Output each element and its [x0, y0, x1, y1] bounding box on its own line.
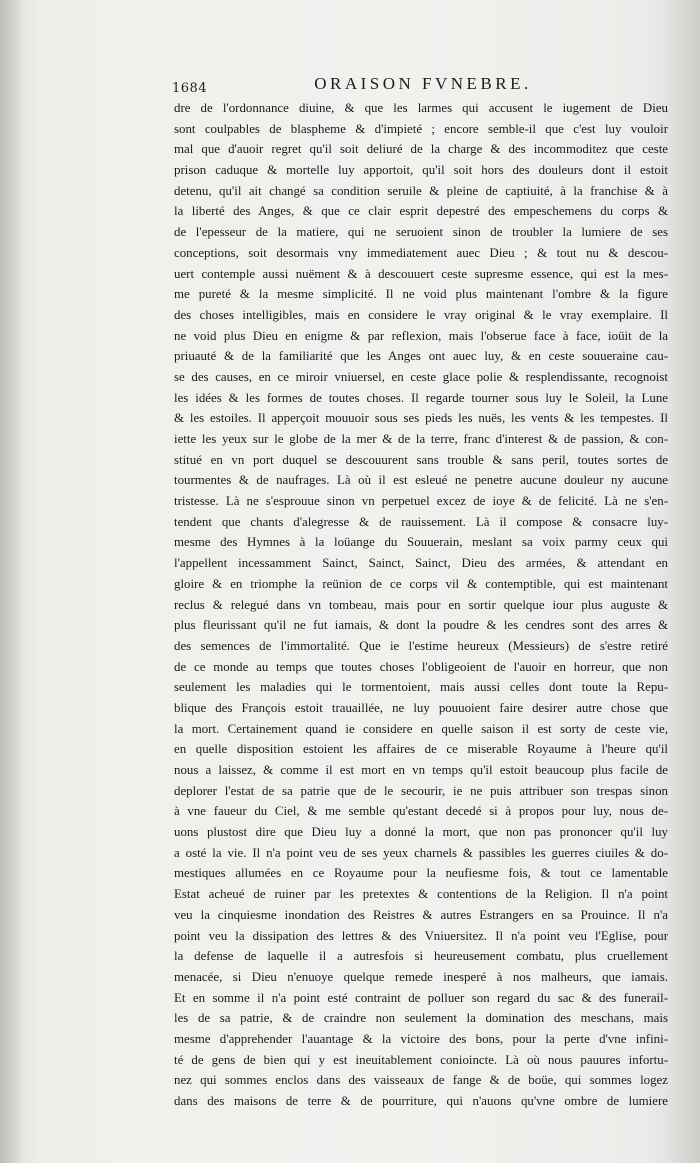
text-line: des choses intelligibles, mais en considere le vray original & le vray exemplaire. Il — [174, 307, 668, 322]
text-line: iette les yeux sur le globe de la mer & de la terre, franc d'interest & de passion, & con- — [174, 432, 668, 446]
text-line: la defense de laquelle il a autresfois si heureusement combatu, plus cruellement — [174, 949, 668, 964]
gutter-shadow — [0, 0, 22, 1163]
text-line: seulement les maladies qui le tormentoient, mais aussi celles dont toute la Repu- — [174, 680, 668, 695]
page-number: 1684 — [172, 81, 208, 96]
text-line: priuauté & de la familiarité que les Anges ont auec luy, & en ceste souueraine cau- — [174, 349, 668, 364]
text-line: té de gens de bien qui y est ineuitablement conioincte. Là où nous pauures infortu- — [174, 1052, 668, 1067]
text-line: veu la cinquiesme inondation des Reistres & autres Estrangers en sa Prouince. Il n'a — [174, 907, 668, 922]
text-line: Et en somme il n'a point esté contraint de polluer son regard du sac & des funerail- — [174, 990, 668, 1005]
text-line: uons plustost dire que Dieu luy a donné la mort, que non pas prononcer qu'il luy — [174, 825, 668, 840]
text-line: ne void plus Dieu en enigme & par reflexion, mais l'obserue face à face, ioüit de la — [174, 328, 668, 343]
text-line: la mort. Certainement quand ie considere en quelle saison il est sorty de ceste vie, — [174, 721, 668, 736]
text-line: point veu la dissipation des lettres & des Vniuersitez. Il n'a point veu l'Eglise, pour — [174, 928, 668, 943]
text-line: me pureté & la mesme simplicité. Il ne void plus maintenant l'ombre & la figure — [174, 287, 668, 302]
text-line: les de sa patrie, & de craindre non seulement la domination des meschans, mais — [174, 1011, 668, 1026]
text-line: detenu, qu'il ait changé sa condition seruile & pleine de captiuité, à la franchise & à — [174, 183, 668, 198]
text-line: l'appellent incessamment Sainct, Sainct, Sainct, Dieu des armées, & attendant en — [174, 556, 668, 571]
text-line: à vne faueur du Ciel, & me semble qu'estant decedé si à propos pour luy, nous de- — [174, 804, 668, 819]
text-line: menacée, si Dieu n'enuoye quelque remede inesperé à nos malheurs, que iamais. — [174, 969, 668, 984]
text-line: des semences de l'immortalité. Que ie l'estime heureux (Messieurs) de s'estre retiré — [174, 638, 668, 653]
text-line: dans des maisons de terre & de pourriture, qui n'auons qu'vne ombre de lumiere — [174, 1094, 668, 1108]
text-line: blique des François estoit trauaillée, ne luy pouuoient faire desirer autre chose que — [174, 700, 668, 715]
text-line: de ce monde au temps que toutes choses l'obligeoient de l'auoir en horreur, que non — [174, 659, 668, 674]
text-line: nous a laissez, & comme il est mort en vn temps qu'il estoit beaucoup plus facile de — [174, 763, 668, 777]
text-line: tristesse. Là ne s'esprouue sinon vn perpetuel excez de ioye & de felicité. Là ne s'en- — [174, 494, 668, 509]
text-line: prison caduque & mortelle luy apportoit, qu'il soit hors des douleurs dont il estoit — [174, 163, 668, 178]
text-line: tendent que chants d'alegresse & de rauissement. Là il compose & consacre luy- — [174, 514, 668, 529]
body-text — [174, 98, 668, 1112]
running-head — [168, 74, 678, 98]
text-line: mestiques allumées en ce Royaume pour la neufiesme fois, & tout ce lamentable — [174, 866, 668, 881]
text-line: reclus & relegué dans vn tombeau, mais pour en sortir quelque iour plus auguste & — [174, 597, 668, 612]
text-line: mal que d'auoir regret qu'il soit deliuré de la charge & des incommoditez que ceste — [174, 142, 668, 157]
text-line: a osté la vie. Il n'a point veu de ses yeux charnels & passibles les guerres ciuiles & do- — [174, 845, 668, 860]
page-title: ORAISON FVNEBRE. — [314, 74, 532, 93]
page-edge-shading — [670, 0, 700, 1163]
text-line: Estat acheué de ruiner par les pretextes & contentions de la Religion. Il n'a point — [174, 887, 668, 902]
text-line: les idées & les formes de toutes choses. Il regarde tourner sous luy le Soleil, la Lune — [174, 390, 668, 405]
text-line: conceptions, soit desormais vny immediatement auec Dieu ; & tout nu & descou- — [174, 245, 668, 260]
text-line: stitué en vn port duquel se descouurent sans trouble & sans peril, toutes sortes de — [174, 452, 668, 467]
text-line: la liberté des Anges, & que ce clair esprit depestré des empeschemens du corps & — [174, 204, 668, 219]
text-line: plus fleurissant qu'il ne fut iamais, & dont la poudre & les cendres sont des arres & — [174, 618, 668, 633]
text-line: mesme des Hymnes à la loüange du Souuerain, meslant sa voix parmy ceux qui — [174, 535, 668, 550]
text-line: de l'epesseur de la matiere, qui ne seruoient sinon de troubler la lumiere de ses — [174, 225, 668, 240]
text-line: tourmentes & de naufrages. Là où il est esleué ne penetre aucune douleur ny aucune — [174, 473, 668, 488]
text-line: en quelle disposition estoient les affaires de ce miserable Royaume à l'heure qu'il — [174, 742, 668, 757]
text-line: mesme d'apprehender l'auantage & la victoire des bons, pour la perte d'vne infini- — [174, 1031, 668, 1046]
text-line: & les estoiles. Il apperçoit mouuoir sous ses pieds les nuës, les vents & les tempestes. Il — [174, 411, 668, 426]
text-line: deplorer l'estat de sa patrie que de le secourir, ie ne puis attribuer son trespas sinon — [174, 783, 668, 798]
text-line: nez qui sommes enclos dans des vaisseaux de fange & de boüe, qui sommes logez — [174, 1073, 668, 1088]
text-line: sont coulpables de blaspheme & d'impieté ; encore semble-il que c'est luy vouloir — [174, 121, 668, 136]
text-line: uert contemple aussi nuëment & à descouuert ceste supresme essence, qui est la mes- — [174, 266, 668, 281]
text-line: se des causes, en ce miroir vniuersel, en ceste glace polie & resplendissante, recognoist — [174, 369, 668, 384]
text-line: dre de l'ordonnance diuine, & que les larmes qui accusent le iugement de Dieu — [174, 101, 668, 115]
text-line: gloire & en triomphe la reünion de ce corps vil & contemptible, qui est maintenant — [174, 576, 668, 591]
